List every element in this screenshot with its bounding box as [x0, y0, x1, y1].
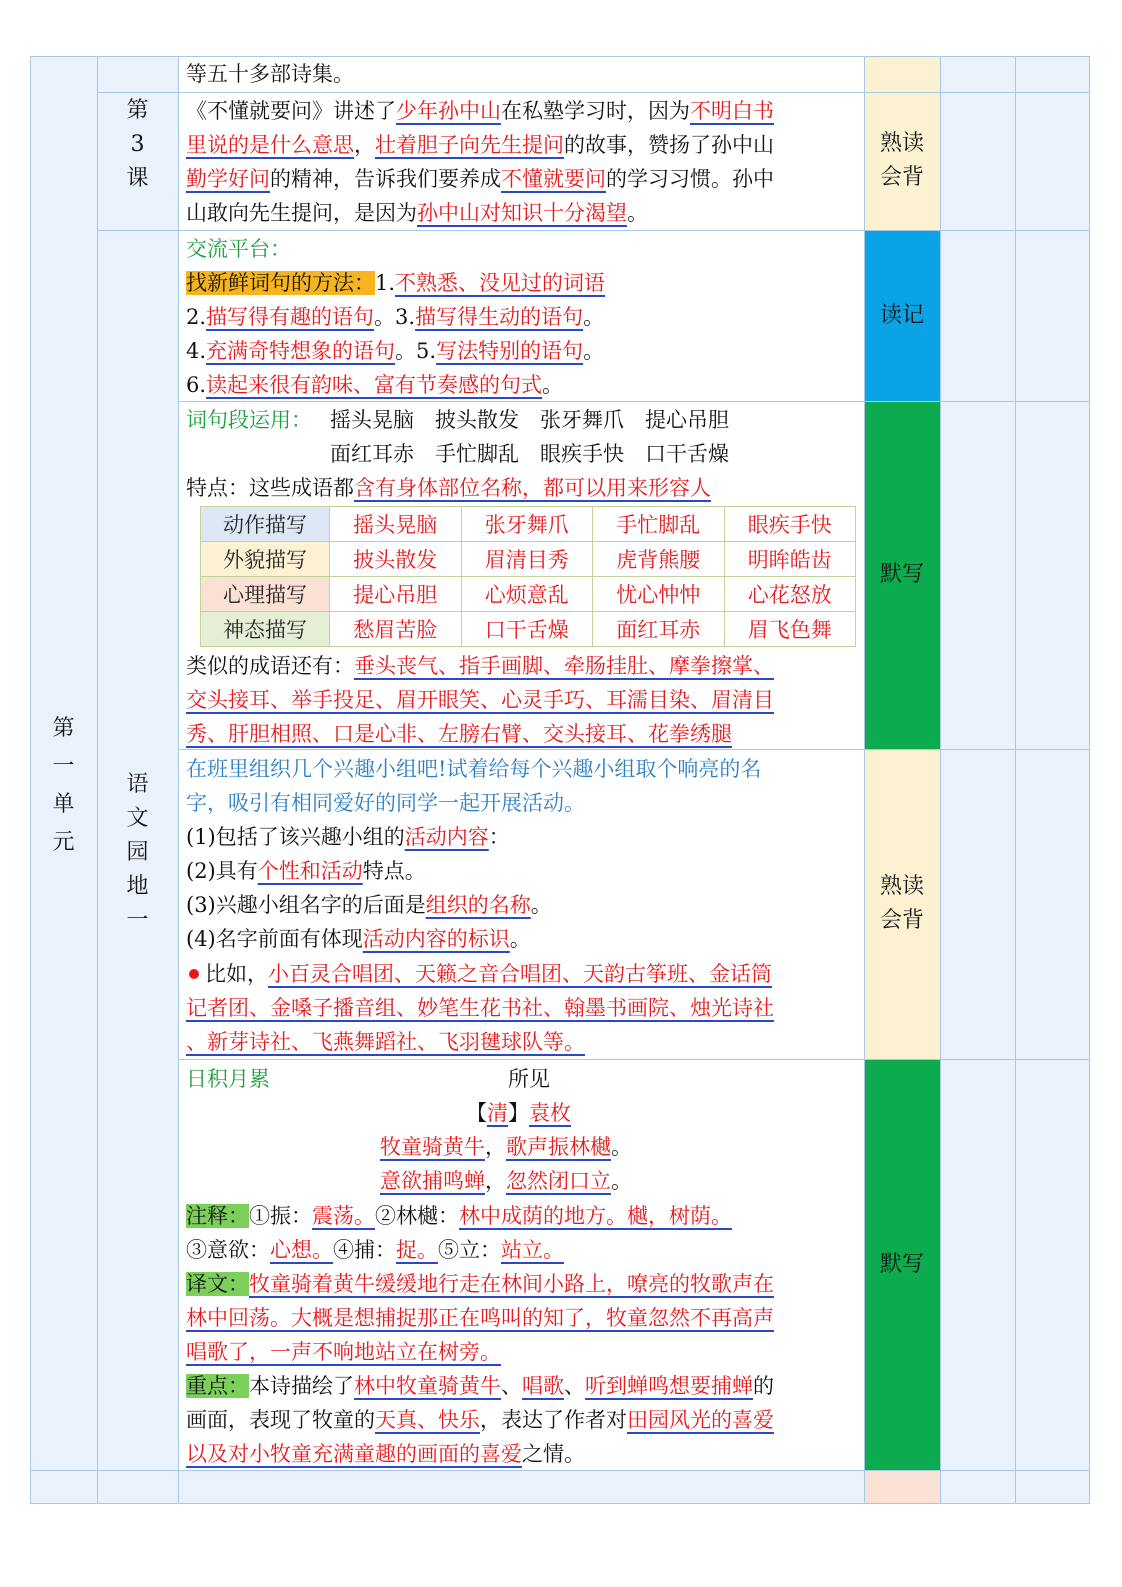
text-segment: ：	[488, 825, 510, 849]
text-segment: (2)具有	[186, 859, 258, 883]
text-segment: 站立。	[501, 1238, 564, 1262]
row2-line	[186, 196, 648, 230]
lesson-char: 第	[126, 98, 149, 123]
text-segment: 在私塾学习时，因为	[501, 99, 690, 123]
req-cell-row5	[864, 749, 940, 1059]
idiom-cell: 口干舌燥	[461, 612, 593, 647]
text-segment: 找新鲜词句的方法：	[186, 271, 375, 295]
idiom-cell: 虎背熊腰	[593, 542, 725, 577]
unit-char: 第	[52, 716, 75, 741]
row4-similar	[186, 649, 774, 683]
row2-line	[186, 128, 774, 162]
text-segment: ，表达了作者对	[480, 1408, 627, 1432]
row3-line	[186, 266, 605, 300]
section-char: 园	[126, 840, 149, 865]
text-segment: ④捕：	[333, 1238, 396, 1262]
unit-label	[30, 712, 97, 860]
section-char: 文	[126, 806, 149, 831]
extra-column-1	[940, 56, 1015, 1504]
text-segment: 画面，表现了牧童的	[186, 1408, 375, 1432]
idiom-cell: 手忙脚乱	[593, 507, 725, 542]
idiom-cell: 摇头晃脑	[330, 507, 462, 542]
text-segment: ⑤立：	[438, 1238, 501, 1262]
row6-note	[186, 1301, 774, 1335]
text-segment: 。5.	[395, 339, 437, 363]
text-segment: 含有身体部位名称，都可以用来形容人	[354, 476, 711, 500]
row6-note	[186, 1267, 774, 1301]
text-segment: 心想。	[270, 1238, 333, 1262]
req-label: 默写	[879, 562, 924, 587]
text-segment: 以及对小牧童充满童趣的画面的喜爱	[186, 1442, 522, 1466]
text-segment: 里说的是什么意思	[186, 133, 354, 157]
req-cell-bottom	[864, 1470, 940, 1504]
text-segment: 描写得有趣的语句	[206, 305, 375, 329]
text-segment: 2.	[186, 305, 207, 329]
req-cell-row1	[864, 56, 940, 92]
text-segment: 不懂就要问	[501, 167, 606, 191]
bottom-row	[178, 1470, 864, 1504]
text-segment: (3)兴趣小组名字的后面是	[186, 893, 426, 917]
text-segment: ③意欲：	[186, 1238, 270, 1262]
row4-idioms-line1: 摇头晃脑 披头散发 张牙舞爪 提心吊胆	[330, 408, 729, 432]
text-segment: 特点。	[362, 859, 426, 883]
text-segment: 的精神，告诉我们要养成	[270, 167, 501, 191]
text-segment: 。	[627, 201, 648, 225]
pushpin-icon	[189, 969, 199, 979]
section-char: 一	[126, 908, 149, 933]
row6-note	[186, 1369, 774, 1403]
text-segment: 山敢向先生提问，是因为	[186, 201, 417, 225]
text-segment: 孙中山对知识十分渴望	[417, 201, 627, 225]
text-segment: 捉。	[396, 1238, 438, 1262]
idiom-cell: 张牙舞爪	[461, 507, 593, 542]
text-segment: 特点：这些成语都	[186, 476, 354, 500]
text-segment: 。	[542, 373, 564, 397]
idiom-cell: 愁眉苦脸	[330, 612, 462, 647]
text-segment: ，	[485, 1135, 506, 1159]
text-segment: 活动内容的标识	[362, 927, 510, 951]
poem-title: 所见	[508, 1067, 550, 1091]
text-segment: 个性和活动	[257, 859, 363, 883]
row4-heading: 词句段运用：	[186, 408, 312, 432]
text-segment: 描写得生动的语句	[415, 305, 584, 329]
text-segment: 小百灵合唱团、天籁之音合唱团、天韵古筝班、金话筒	[268, 962, 772, 986]
text-segment: 充满奇特想象的语句	[206, 339, 396, 363]
text-segment: 唱歌了，一声不响地站立在树旁。	[186, 1340, 501, 1364]
text-segment: 。	[530, 893, 552, 917]
text-segment: 田园风光的喜爱	[627, 1408, 774, 1432]
row5-example	[186, 991, 774, 1025]
text-segment: 4.	[186, 339, 207, 363]
text-segment: 。	[611, 1169, 632, 1193]
text-segment: 不明白书	[690, 99, 774, 123]
text-segment: 秀、肝胆相照、口是心非、左膀右臂、交头接耳、花拳绣腿	[186, 722, 732, 746]
req-cell-row3	[864, 230, 940, 401]
text-segment: 1.	[375, 271, 396, 295]
text-segment: 重点：	[186, 1374, 249, 1398]
req-cell-row6	[864, 1059, 940, 1470]
row6-note	[186, 1199, 732, 1233]
text-segment: 6.	[186, 373, 207, 397]
text-segment: 活动内容	[404, 825, 489, 849]
row3-line	[186, 368, 563, 402]
idiom-cell: 眉飞色舞	[724, 612, 856, 647]
req-label: 读记	[879, 302, 924, 328]
text-segment: 类似的成语还有：	[186, 654, 354, 678]
idiom-cell: 面红耳赤	[593, 612, 725, 647]
idiom-table-row	[201, 612, 856, 647]
text-segment: ，	[485, 1169, 506, 1193]
idiom-category: 心理描写	[201, 577, 330, 612]
text-segment: 歌声振林樾	[506, 1135, 611, 1159]
text-segment: 林中牧童骑黄牛	[354, 1374, 501, 1398]
idiom-cell: 明眸皓齿	[724, 542, 856, 577]
row5-line	[186, 854, 426, 888]
text-segment: 牧童骑着黄牛缓缓地行走在林间小路上，嘹亮的牧歌声在	[249, 1272, 774, 1296]
row5-intro: 在班里组织几个兴趣小组吧!试着给每个兴趣小组取个响亮的名	[186, 757, 762, 781]
row2-line	[186, 94, 774, 128]
row5-line	[186, 922, 531, 956]
section-label	[97, 768, 178, 938]
row6-note	[186, 1233, 564, 1267]
text-segment: 听到蝉鸣想要捕蝉	[585, 1374, 753, 1398]
req-label: 会背	[879, 165, 924, 190]
text-segment: 读起来很有韵味、富有节奏感的句式	[206, 373, 543, 397]
text-segment: 【	[466, 1101, 487, 1125]
text-segment: ①振：	[249, 1204, 312, 1228]
row5-intro: 字，吸引有相同爱好的同学一起开展活动。	[186, 791, 585, 815]
text-segment: 的故事，赞扬了孙中山	[564, 133, 774, 157]
text-segment: 不熟悉、没见过的词语	[395, 271, 606, 295]
idiom-cell: 披头散发	[330, 542, 462, 577]
row3-line	[186, 300, 604, 334]
idiom-category: 动作描写	[201, 507, 330, 542]
req-label: 熟读	[879, 874, 924, 899]
text-segment: 】	[508, 1101, 529, 1125]
req-label: 会背	[879, 908, 924, 933]
lesson-char: 课	[126, 166, 149, 191]
idiom-category: 神态描写	[201, 612, 330, 647]
row6-note	[186, 1335, 501, 1369]
text-segment: 清	[487, 1101, 508, 1125]
text-segment: 、	[564, 1374, 585, 1398]
req-cell-row2	[864, 92, 940, 230]
text-segment: 写法特别的语句	[436, 339, 584, 363]
req-label: 熟读	[879, 131, 924, 156]
text-segment: 。	[583, 305, 605, 329]
idiom-table-row	[201, 542, 856, 577]
idiom-category: 外貌描写	[201, 542, 330, 577]
text-segment: 比如，	[205, 962, 268, 986]
text-segment: 注释：	[186, 1204, 249, 1228]
text-segment: 之情。	[522, 1442, 585, 1466]
text-segment: 意欲捕鸣蝉	[380, 1169, 485, 1193]
poem-verse	[380, 1130, 632, 1164]
text-segment: 、	[501, 1374, 522, 1398]
section-char: 语	[126, 772, 149, 797]
text-segment: 的学习习惯。孙中	[606, 167, 774, 191]
row6-note	[186, 1437, 585, 1471]
text-segment: 少年孙中山	[396, 99, 501, 123]
unit-char: 元	[52, 830, 75, 855]
lesson-char: 3	[130, 132, 145, 157]
text-segment: 牧童骑黄牛	[380, 1135, 485, 1159]
text-segment: ②林樾：	[375, 1204, 459, 1228]
text-segment: 译文：	[186, 1272, 249, 1296]
row2-line	[186, 162, 774, 196]
idiom-cell: 提心吊胆	[330, 577, 462, 612]
text-segment: 震荡。	[312, 1204, 375, 1228]
text-segment: 交头接耳、举手投足、眉开眼笑、心灵手巧、耳濡目染、眉清目	[186, 688, 774, 712]
text-segment: 。3.	[374, 305, 416, 329]
text-segment: 《不懂就要问》讲述了	[186, 99, 396, 123]
unit-char: 单	[52, 792, 75, 817]
text-segment: 。	[509, 927, 531, 951]
req-label: 默写	[879, 1251, 924, 1277]
text-segment: 忽然闭口立	[506, 1169, 611, 1193]
row5-example	[186, 1025, 585, 1059]
idiom-cell: 忧心忡忡	[593, 577, 725, 612]
text-segment: ，	[354, 133, 375, 157]
text-segment: 唱歌	[522, 1374, 564, 1398]
text-segment: 记者团、金嗓子播音组、妙笔生花书社、翰墨书画院、烛光诗社	[186, 996, 774, 1020]
text-segment: 的	[753, 1374, 774, 1398]
row4-feature	[186, 471, 711, 505]
text-segment: 本诗描绘了	[249, 1374, 354, 1398]
row4-similar	[186, 683, 774, 717]
text-segment: 组织的名称	[425, 893, 531, 917]
text-segment: 勤学好问	[186, 167, 270, 191]
row5-example	[205, 957, 772, 991]
row3-heading: 交流平台：	[186, 237, 291, 261]
req-cell-row4	[864, 401, 940, 749]
row4-idioms-line2: 面红耳赤 手忙脚乱 眼疾手快 口干舌燥	[330, 442, 729, 466]
text-segment: 天真、快乐	[375, 1408, 480, 1432]
text-segment: 袁枚	[529, 1101, 571, 1125]
row4-similar	[186, 717, 732, 751]
idiom-cell: 心烦意乱	[461, 577, 593, 612]
idiom-table-row	[201, 577, 856, 612]
row6-note	[186, 1403, 774, 1437]
section-char: 地	[126, 874, 149, 899]
text-segment: (1)包括了该兴趣小组的	[186, 825, 405, 849]
text-segment: 、新芽诗社、飞燕舞蹈社、飞羽毽球队等。	[186, 1030, 585, 1054]
extra-column-2	[1015, 56, 1090, 1504]
idiom-cell: 心花怒放	[724, 577, 856, 612]
text-segment: (4)名字前面有体现	[186, 927, 363, 951]
text-segment: 壮着胆子向先生提问	[375, 133, 564, 157]
poem-verse	[380, 1164, 632, 1198]
text-segment: 。	[583, 339, 605, 363]
poem-author	[466, 1096, 571, 1130]
idiom-cell: 眼疾手快	[724, 507, 856, 542]
text-segment: 林中回荡。大概是想捕捉那正在鸣叫的知了，牧童忽然不再高声	[186, 1306, 774, 1330]
row6-heading: 日积月累	[186, 1067, 270, 1091]
idiom-cell: 眉清目秀	[461, 542, 593, 577]
lesson-label	[97, 94, 178, 196]
row1-text: 等五十多部诗集。	[186, 62, 354, 86]
row5-line	[186, 820, 510, 854]
text-segment: 垂头丧气、指手画脚、牵肠挂肚、摩拳擦掌、	[354, 654, 774, 678]
text-segment: 林中成荫的地方。樾，树荫。	[459, 1204, 732, 1228]
row5-line	[186, 888, 552, 922]
row3-line	[186, 334, 604, 368]
text-segment: 。	[611, 1135, 632, 1159]
idiom-table	[200, 506, 856, 647]
unit-char: 一	[52, 754, 75, 779]
idiom-table-row	[201, 507, 856, 542]
